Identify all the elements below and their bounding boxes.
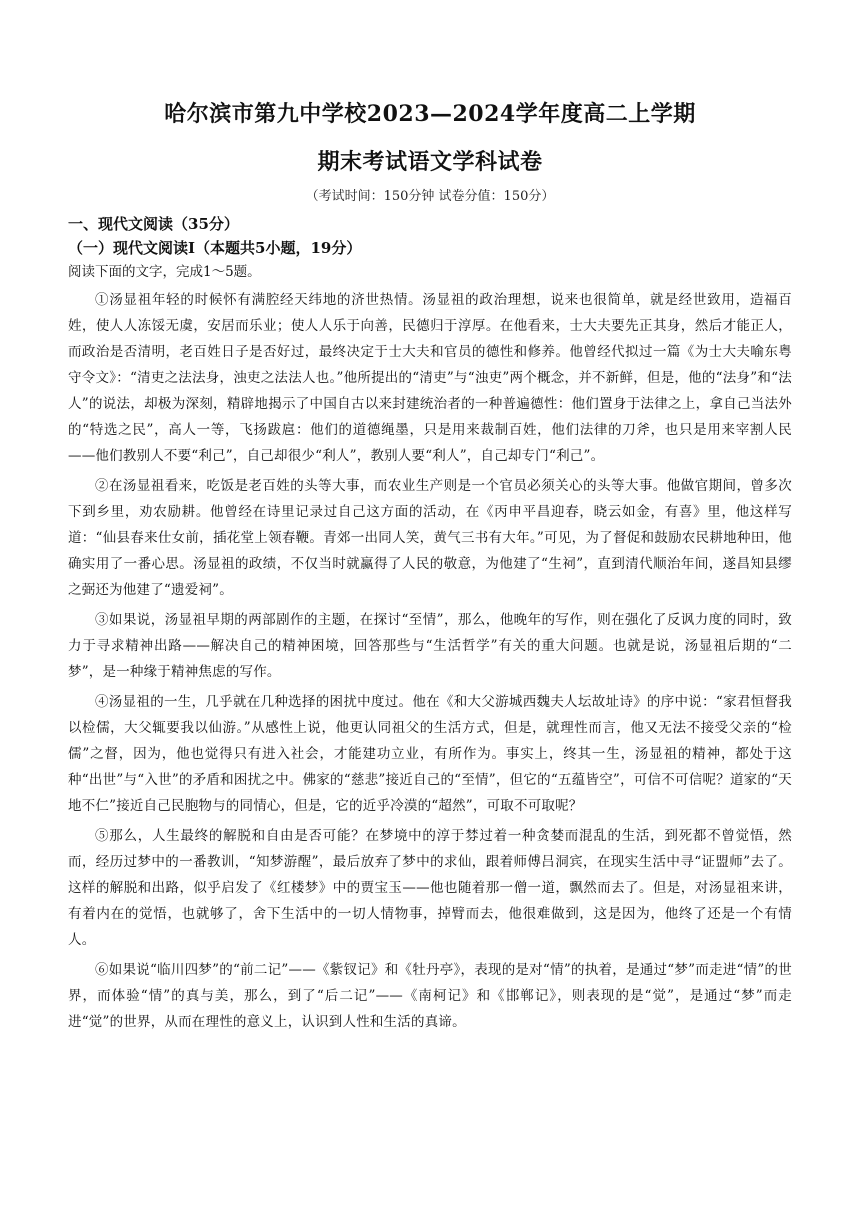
section-heading: 一、现代文阅读（35分） <box>68 215 239 233</box>
paragraph-4: ④汤显祖的一生，几乎就在几种选择的困扰中度过。他在《和大父游城西魏夫人坛故址诗》的序中说：“家君恒督我以检儒，大父辄要我以仙游。”从感性上说，他更认同祖父的生活方式，但是，就理性而言，他又无法不接受父亲的“检儒”之督，因为，他也觉得只有进入社会，才能建功立业，有所作为。事实上，终其一生，汤显祖的精神，都处于这种“出世”与“入世”的矛盾和困扰之中。佛家的“慈悲”接近自己的“至情”，但它的“五蕴皆空”，可信不可信呢？道家的“天地不仁”接近自己民胞物与的同情心，但是，它的近乎冷漠的“超然”，可取不可取呢？ <box>68 694 792 814</box>
exam-title-line2: 期末考试语文学科试卷 <box>317 149 543 175</box>
paragraph-2: ②在汤显祖看来，吃饭是老百姓的头等大事，而农业生产则是一个官员必须关心的头等大事。他做官期间，曾多次下到乡里，劝农励耕。他曾经在诗里记录过自己这方面的活动，在《丙申平昌迎春，晓云如金，有喜》里，他这样写道：“仙县春来仕女前，插花堂上领春鞭。青郊一出同人笑，黄气三书有大年。”可见，为了督促和鼓励农民耕地种田，他确实用了一番心思。汤显祖的政绩，不仅当时就赢得了人民的敬意，为他建了“生祠”，直到清代顺治年间，遂昌知县缪之弼还为他建了“遗爱祠”。 <box>68 478 792 598</box>
subsection-heading: （一）现代文阅读Ⅰ（本题共5小题，19分） <box>68 239 362 257</box>
paragraph-5: ⑤那么，人生最终的解脱和自由是否可能？在梦境中的淳于棼过着一种贪婪而混乱的生活，到死都不曾觉悟，然而，经历过梦中的一番教训，“知梦游醒”，最后放弃了梦中的求仙，跟着师傅吕洞宾，在现实生活中寻“证盟师”去了。这样的解脱和出路，似乎启发了《红楼梦》中的贾宝玉——他也随着那一僧一道，飘然而去了。但是，对汤显祖来讲，有着内在的觉悟，也就够了，舍下生活中的一切人情物事，掉臂而去，他很难做到，这是因为，他终了还是一个有情人。 <box>68 828 792 948</box>
exam-subtitle: （考试时间：150分钟 试卷分值：150分） <box>305 189 555 204</box>
exam-title-line1: 哈尔滨市第九中学校2023—2024学年度高二上学期 <box>164 101 696 127</box>
reading-instruction: 阅读下面的文字，完成1～5题。 <box>68 264 261 280</box>
paragraph-1: ①汤显祖年轻的时候怀有满腔经天纬地的济世热情。汤显祖的政治理想，说来也很简单，就是经世致用，造福百姓，使人人冻馁无虞，安居而乐业；使人人乐于向善，民德归于淳厚。在他看来，士大夫要先正其身，然后才能正人，而政治是否清明，老百姓日子是否好过，最终决定于士大夫和官员的德性和修养。他曾经代拟过一篇《为士大夫喻东粤守令文》：“清吏之法法身，浊吏之法法人也。”他所提出的“清吏”与“浊吏”两个概念，并不新鲜，但是，他的“法身”和“法人”的说法，却极为深刻，精辟地揭示了中国自古以来封建统治者的一种普遍德性：他们置身于法律之上，拿自己当法外的“特选之民”，高人一等，飞扬跋扈：他们的道德绳墨，只是用来裁制百姓，他们法律的刀斧，也只是用来宰割人民——他们教别人不要“利己”，自己却很少“利人”，教别人要“利人”，自己却专门“利己”。 <box>68 292 792 464</box>
paragraph-3: ③如果说，汤显祖早期的两部剧作的主题，在探讨“至情”，那么，他晚年的写作，则在强化了反讽力度的同时，致力于寻求精神出路——解决自己的精神困境，回答那些与“生活哲学”有关的重大问题。也就是说，汤显祖后期的“二梦”，是一种缘于精神焦虑的写作。 <box>68 612 792 680</box>
paragraph-6: ⑥如果说“临川四梦”的“前二记”——《紫钗记》和《牡丹亭》，表现的是对“情”的执着，是通过“梦”而走进“情”的世界，而体验“情”的真与美，那么，到了“后二记”——《南柯记》和《邯郸记》，则表现的是“觉”，是通过“梦”而走进“觉”的世界，从而在理性的意义上，认识到人性和生活的真谛。 <box>68 962 792 1030</box>
